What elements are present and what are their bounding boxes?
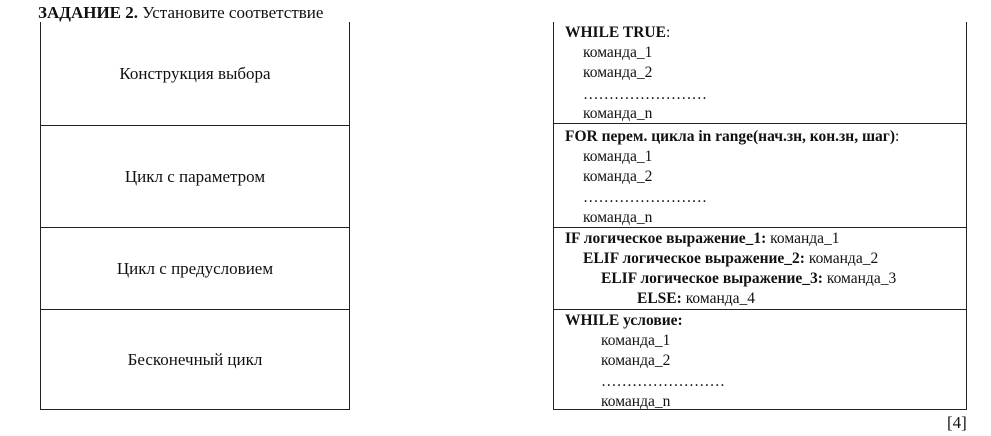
code-line: ELIF логическое выражение_2: команда_2 <box>583 250 879 267</box>
right-column-table <box>553 22 967 410</box>
task-title <box>38 3 323 23</box>
code-line: ELIF логическое выражение_3: команда_3 <box>601 270 897 287</box>
code-line: команда_2 <box>583 64 653 81</box>
code-line: команда_1 <box>583 148 653 165</box>
code-line: команда_n <box>583 209 653 226</box>
code-line: …………………… <box>583 189 707 206</box>
left-cell-4: Бесконечный цикл <box>127 349 263 369</box>
right-cell-while-cond <box>554 310 966 409</box>
left-cell-3: Цикл с предусловием <box>41 228 349 310</box>
right-cell-while-true <box>554 22 966 124</box>
left-column-table <box>40 22 350 410</box>
code-line: WHILE условие: <box>565 312 683 329</box>
code-line: …………………… <box>601 373 725 390</box>
left-cell-1: Конструкция выбора <box>41 22 349 126</box>
code-line: команда_n <box>583 105 653 122</box>
code-line: WHILE TRUE: <box>565 24 671 41</box>
code-line: команда_1 <box>583 44 653 61</box>
code-line: команда_1 <box>601 332 671 349</box>
code-line: команда_n <box>601 393 671 410</box>
right-cell-if <box>554 228 966 310</box>
task-instruction: Установите соответствие <box>138 3 324 22</box>
code-line: …………………… <box>583 86 707 103</box>
right-cell-for <box>554 124 966 228</box>
score-marker: [4] <box>947 413 967 432</box>
code-line: команда_2 <box>601 352 671 369</box>
code-line: команда_2 <box>583 168 653 185</box>
left-cell-2: Цикл с параметром <box>41 126 349 228</box>
code-line: FOR перем. цикла in range(нач.зн, кон.зн, шаг): <box>565 128 900 145</box>
code-line: IF логическое выражение_1: команда_1 <box>565 230 840 247</box>
task-number: ЗАДАНИЕ 2. <box>38 3 139 22</box>
code-line: ELSE: команда_4 <box>637 290 756 307</box>
